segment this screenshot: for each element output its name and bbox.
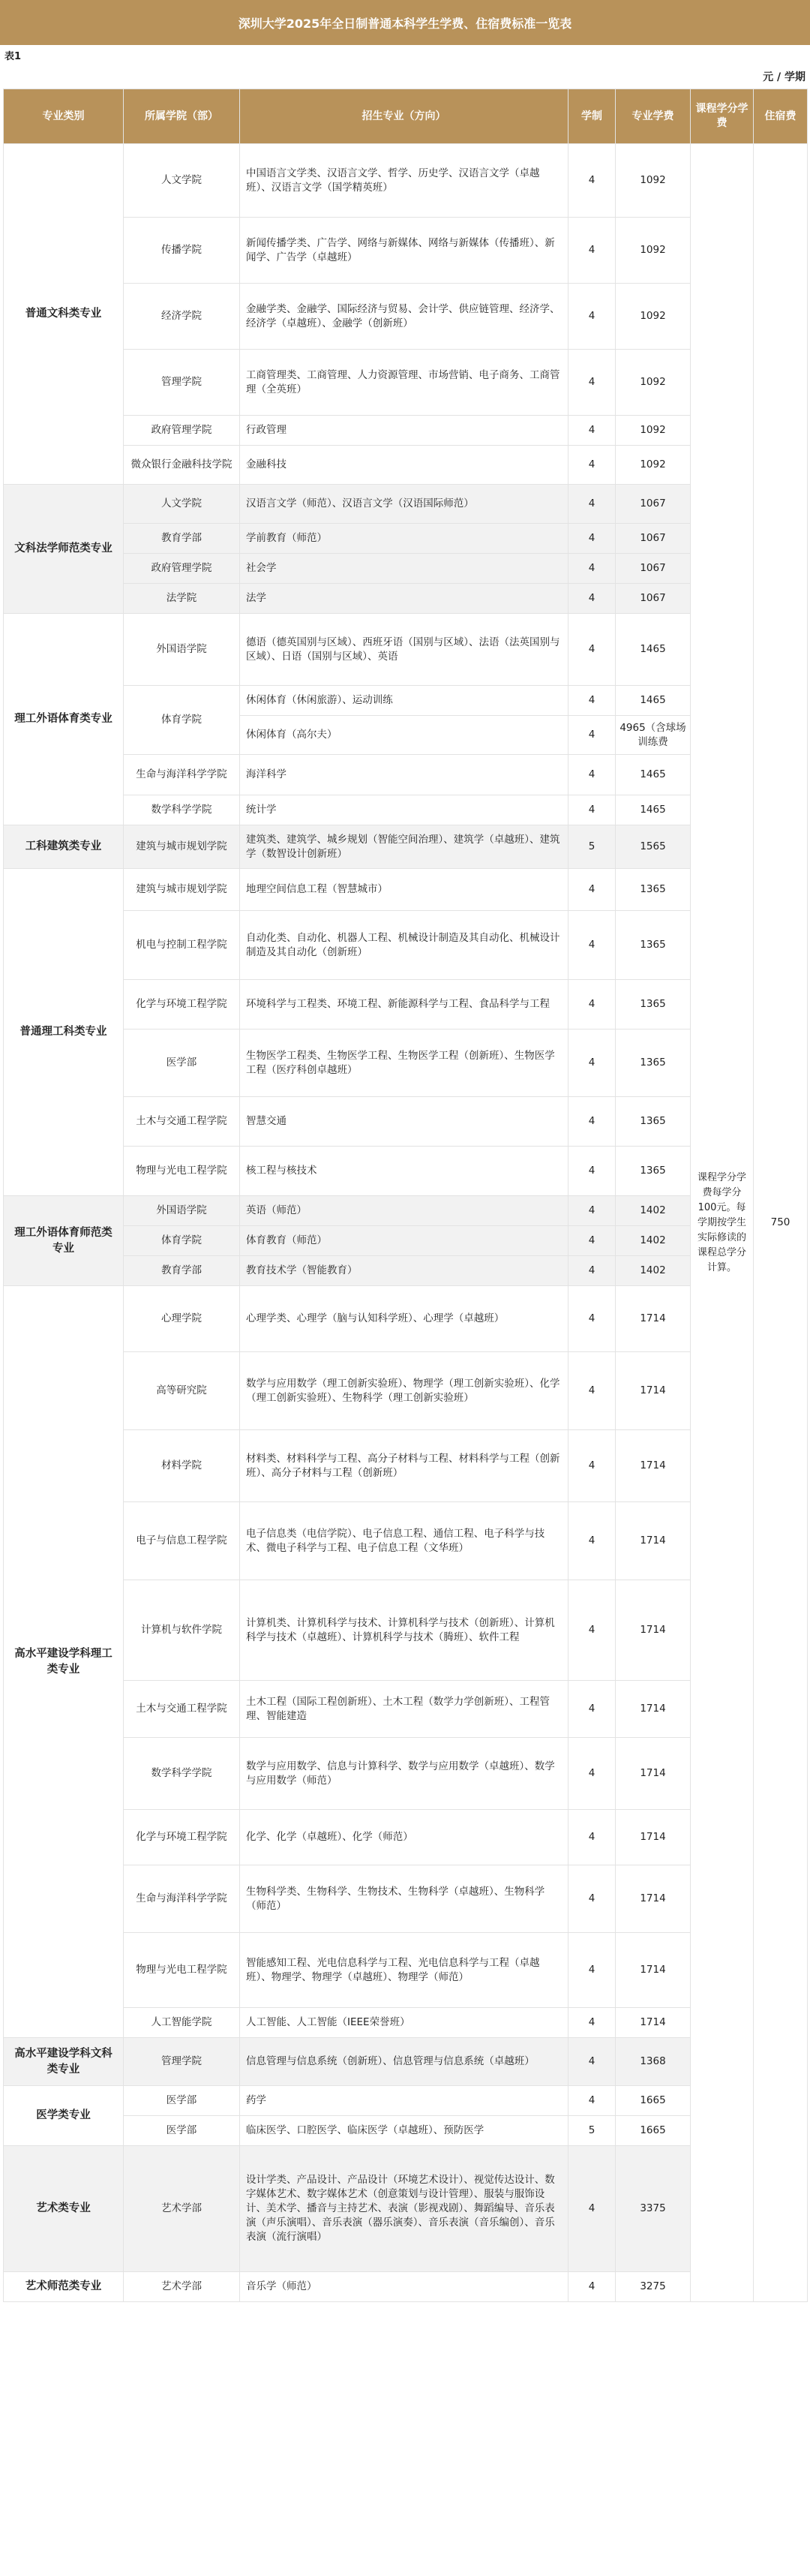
table-row	[4, 795, 808, 825]
major-cell: 信息管理与信息系统（创新班）、信息管理与信息系统（卓越班）	[240, 2038, 568, 2086]
major-cell: 体育教育（师范）	[240, 1226, 568, 1256]
fee-cell: 4965（含球场训练费	[616, 716, 691, 755]
table-row	[4, 1097, 808, 1147]
fee-cell: 1092	[616, 218, 691, 284]
college-cell: 化学与环境工程学院	[124, 980, 240, 1029]
college-cell: 计算机与软件学院	[124, 1580, 240, 1681]
fee-cell: 1365	[616, 869, 691, 911]
major-cell: 新闻传播学类、广告学、网络与新媒体、网络与新媒体（传播班）、新闻学、广告学（卓越班）	[240, 218, 568, 284]
fee-cell: 1365	[616, 980, 691, 1029]
fee-cell: 1067	[616, 485, 691, 524]
header-college: 所属学院（部）	[124, 89, 240, 144]
fee-cell: 3375	[616, 2146, 691, 2272]
major-cell: 统计学	[240, 795, 568, 825]
header-years: 学制	[568, 89, 616, 144]
years-cell: 4	[568, 755, 616, 795]
major-cell: 德语（德英国别与区域）、西班牙语（国别与区域）、法语（法英国别与区域）、日语（国别与区域）、英语	[240, 614, 568, 686]
fee-cell: 1092	[616, 284, 691, 350]
table-row	[4, 980, 808, 1029]
table-row	[4, 1196, 808, 1226]
category-cell: 文科法学师范类专业	[4, 485, 124, 614]
major-cell: 中国语言文学类、汉语言文学、哲学、历史学、汉语言文学（卓越班）、汉语言文学（国学精英班）	[240, 144, 568, 218]
years-cell: 4	[568, 980, 616, 1029]
fee-cell: 1665	[616, 2086, 691, 2116]
years-cell: 4	[568, 524, 616, 554]
header-category: 专业类别	[4, 89, 124, 144]
fee-cell: 1714	[616, 1865, 691, 1933]
major-cell: 环境科学与工程类、环境工程、新能源科学与工程、食品科学与工程	[240, 980, 568, 1029]
college-cell: 艺术学部	[124, 2272, 240, 2302]
table-row	[4, 1430, 808, 1502]
years-cell: 4	[568, 716, 616, 755]
college-cell: 生命与海洋科学学院	[124, 1865, 240, 1933]
college-cell: 艺术学部	[124, 2146, 240, 2272]
fee-cell: 1368	[616, 2038, 691, 2086]
college-cell: 政府管理学院	[124, 554, 240, 584]
years-cell: 4	[568, 144, 616, 218]
college-cell: 教育学部	[124, 524, 240, 554]
fee-cell: 1402	[616, 1226, 691, 1256]
fee-cell: 1067	[616, 554, 691, 584]
fee-table	[3, 89, 808, 2302]
category-cell: 普通理工科类专业	[4, 869, 124, 1196]
college-cell: 物理与光电工程学院	[124, 1147, 240, 1196]
years-cell: 4	[568, 554, 616, 584]
college-cell: 外国语学院	[124, 1196, 240, 1226]
table-row	[4, 416, 808, 446]
header-credit-fee: 课程学分学费	[691, 89, 754, 144]
college-cell: 微众银行金融科技学院	[124, 446, 240, 485]
years-cell: 4	[568, 416, 616, 446]
years-cell: 4	[568, 2272, 616, 2302]
college-cell: 传播学院	[124, 218, 240, 284]
table-row	[4, 2146, 808, 2272]
fee-cell: 1714	[616, 1430, 691, 1502]
table-row	[4, 284, 808, 350]
fee-cell: 1714	[616, 2008, 691, 2038]
header-accommodation: 住宿费	[754, 89, 808, 144]
years-cell: 4	[568, 1352, 616, 1430]
college-cell: 管理学院	[124, 2038, 240, 2086]
years-cell: 4	[568, 284, 616, 350]
major-cell: 休闲体育（高尔夫）	[240, 716, 568, 755]
major-cell: 土木工程（国际工程创新班）、土木工程（数学力学创新班）、工程管理、智能建造	[240, 1681, 568, 1738]
table-row	[4, 1865, 808, 1933]
category-cell: 普通文科类专业	[4, 144, 124, 485]
college-cell: 物理与光电工程学院	[124, 1933, 240, 2008]
major-cell: 临床医学、口腔医学、临床医学（卓越班）、预防医学	[240, 2116, 568, 2146]
major-cell: 核工程与核技术	[240, 1147, 568, 1196]
years-cell: 4	[568, 446, 616, 485]
accommodation-fee: 750	[754, 144, 808, 2302]
major-cell: 自动化类、自动化、机器人工程、机械设计制造及其自动化、机械设计制造及其自动化（创新班）	[240, 911, 568, 980]
table-row	[4, 1681, 808, 1738]
fee-cell: 1714	[616, 1933, 691, 2008]
major-cell: 材料类、材料科学与工程、高分子材料与工程、材料科学与工程（创新班）、高分子材料与工程（创新班）	[240, 1430, 568, 1502]
fee-cell: 1365	[616, 1029, 691, 1097]
years-cell: 4	[568, 1097, 616, 1147]
college-cell: 人文学院	[124, 485, 240, 524]
category-cell: 工科建筑类专业	[4, 825, 124, 869]
major-cell: 地理空间信息工程（智慧城市）	[240, 869, 568, 911]
college-cell: 法学院	[124, 584, 240, 614]
years-cell: 4	[568, 1681, 616, 1738]
major-cell: 建筑类、建筑学、城乡规划（智能空间治理）、建筑学（卓越班）、建筑学（数智设计创新班）	[240, 825, 568, 869]
table-row	[4, 1226, 808, 1256]
major-cell: 电子信息类（电信学院）、电子信息工程、通信工程、电子科学与技术、微电子科学与工程、电子信息工程（文华班）	[240, 1502, 568, 1580]
category-cell: 理工外语体育师范类专业	[4, 1196, 124, 1286]
major-cell: 生物科学类、生物科学、生物技术、生物科学（卓越班）、生物科学（师范）	[240, 1865, 568, 1933]
table-row	[4, 524, 808, 554]
table-row	[4, 1738, 808, 1810]
years-cell: 4	[568, 1738, 616, 1810]
fee-cell: 1714	[616, 1352, 691, 1430]
header-row	[4, 89, 808, 144]
header-fee: 专业学费	[616, 89, 691, 144]
major-cell: 金融学类、金融学、国际经济与贸易、会计学、供应链管理、经济学、经济学（卓越班）、金融学（创新班）	[240, 284, 568, 350]
fee-cell: 1092	[616, 416, 691, 446]
years-cell: 4	[568, 1286, 616, 1352]
category-cell: 医学类专业	[4, 2086, 124, 2146]
college-cell: 土木与交通工程学院	[124, 1681, 240, 1738]
table-row	[4, 2008, 808, 2038]
years-cell: 4	[568, 2146, 616, 2272]
years-cell: 4	[568, 218, 616, 284]
major-cell: 教育技术学（智能教育）	[240, 1256, 568, 1286]
college-cell: 教育学部	[124, 1256, 240, 1286]
category-cell: 理工外语体育类专业	[4, 614, 124, 825]
major-cell: 法学	[240, 584, 568, 614]
years-cell: 4	[568, 1810, 616, 1865]
years-cell: 4	[568, 350, 616, 416]
college-cell: 政府管理学院	[124, 416, 240, 446]
college-cell: 人文学院	[124, 144, 240, 218]
major-cell: 计算机类、计算机科学与技术、计算机科学与技术（创新班）、计算机科学与技术（卓越班）、计算机科学与技术（腾班）、软件工程	[240, 1580, 568, 1681]
major-cell: 数学与应用数学（理工创新实验班）、物理学（理工创新实验班）、化学（理工创新实验班）、生物科学（理工创新实验班）	[240, 1352, 568, 1430]
years-cell: 4	[568, 584, 616, 614]
major-cell: 化学、化学（卓越班）、化学（师范）	[240, 1810, 568, 1865]
major-cell: 行政管理	[240, 416, 568, 446]
college-cell: 经济学院	[124, 284, 240, 350]
major-cell: 设计学类、产品设计、产品设计（环境艺术设计）、视觉传达设计、数字媒体艺术、数字媒体艺术（创意策划与设计管理）、服装与服饰设计、美术学、播音与主持艺术、表演（影视戏剧）、舞蹈编导、音乐表演（声乐演唱）、音乐表演（器乐演奏）、音乐表演（音乐编创）、音乐表演（流行演唱）	[240, 2146, 568, 2272]
college-cell: 体育学院	[124, 1226, 240, 1256]
major-cell: 金融科技	[240, 446, 568, 485]
header-major: 招生专业（方向）	[240, 89, 568, 144]
fee-cell: 1067	[616, 584, 691, 614]
fee-cell: 1665	[616, 2116, 691, 2146]
years-cell: 4	[568, 686, 616, 716]
years-cell: 4	[568, 1865, 616, 1933]
fee-cell: 1092	[616, 144, 691, 218]
table-row	[4, 144, 808, 218]
college-cell: 医学部	[124, 1029, 240, 1097]
fee-cell: 1714	[616, 1286, 691, 1352]
fee-cell: 1402	[616, 1196, 691, 1226]
college-cell: 材料学院	[124, 1430, 240, 1502]
category-cell: 艺术类专业	[4, 2146, 124, 2272]
college-cell: 高等研究院	[124, 1352, 240, 1430]
table-row	[4, 825, 808, 869]
years-cell: 4	[568, 1580, 616, 1681]
major-cell: 智能感知工程、光电信息科学与工程、光电信息科学与工程（卓越班）、物理学、物理学（卓越班）、物理学（师范）	[240, 1933, 568, 2008]
college-cell: 数学科学学院	[124, 795, 240, 825]
credit-fee-note: 课程学分学费每学分100元。每学期按学生实际修读的课程总学分计算。	[691, 144, 754, 2302]
table-row	[4, 1810, 808, 1865]
years-cell: 4	[568, 2008, 616, 2038]
table-row	[4, 2116, 808, 2146]
unit-label: 元 / 学期	[763, 71, 806, 83]
college-cell: 体育学院	[124, 686, 240, 755]
category-cell: 艺术师范类专业	[4, 2272, 124, 2302]
major-cell: 数学与应用数学、信息与计算科学、数学与应用数学（卓越班）、数学与应用数学（师范）	[240, 1738, 568, 1810]
college-cell: 电子与信息工程学院	[124, 1502, 240, 1580]
table-row	[4, 1352, 808, 1430]
fee-cell: 3275	[616, 2272, 691, 2302]
college-cell: 建筑与城市规划学院	[124, 869, 240, 911]
years-cell: 5	[568, 2116, 616, 2146]
years-cell: 4	[568, 2086, 616, 2116]
major-cell: 英语（师范）	[240, 1196, 568, 1226]
college-cell: 生命与海洋科学学院	[124, 755, 240, 795]
table-row	[4, 1256, 808, 1286]
table-row	[4, 755, 808, 795]
table-row	[4, 1502, 808, 1580]
fee-cell: 1714	[616, 1580, 691, 1681]
fee-cell: 1714	[616, 1681, 691, 1738]
table-row	[4, 614, 808, 686]
table-row	[4, 1933, 808, 2008]
fee-cell: 1402	[616, 1256, 691, 1286]
years-cell: 4	[568, 795, 616, 825]
years-cell: 4	[568, 614, 616, 686]
fee-cell: 1092	[616, 350, 691, 416]
fee-cell: 1365	[616, 1147, 691, 1196]
years-cell: 4	[568, 1933, 616, 2008]
fee-cell: 1465	[616, 795, 691, 825]
college-cell: 建筑与城市规划学院	[124, 825, 240, 869]
college-cell: 化学与环境工程学院	[124, 1810, 240, 1865]
years-cell: 4	[568, 869, 616, 911]
fee-cell: 1714	[616, 1810, 691, 1865]
college-cell: 土木与交通工程学院	[124, 1097, 240, 1147]
table-row	[4, 1029, 808, 1097]
years-cell: 4	[568, 1430, 616, 1502]
table-row	[4, 446, 808, 485]
college-cell: 机电与控制工程学院	[124, 911, 240, 980]
years-cell: 4	[568, 1147, 616, 1196]
category-cell: 高水平建设学科文科类专业	[4, 2038, 124, 2086]
college-cell: 医学部	[124, 2116, 240, 2146]
fee-cell: 1714	[616, 1502, 691, 1580]
table-row	[4, 2272, 808, 2302]
table-row	[4, 485, 808, 524]
years-cell: 4	[568, 2038, 616, 2086]
college-cell: 外国语学院	[124, 614, 240, 686]
table-row	[4, 584, 808, 614]
fee-cell: 1465	[616, 686, 691, 716]
table-label: 表1	[4, 51, 22, 62]
table-row	[4, 554, 808, 584]
table-row	[4, 869, 808, 911]
years-cell: 4	[568, 1256, 616, 1286]
college-cell: 医学部	[124, 2086, 240, 2116]
table-row	[4, 911, 808, 980]
major-cell: 音乐学（师范）	[240, 2272, 568, 2302]
college-cell: 数学科学学院	[124, 1738, 240, 1810]
fee-cell: 1092	[616, 446, 691, 485]
years-cell: 4	[568, 485, 616, 524]
college-cell: 人工智能学院	[124, 2008, 240, 2038]
fee-cell: 1067	[616, 524, 691, 554]
years-cell: 4	[568, 911, 616, 980]
college-cell: 管理学院	[124, 350, 240, 416]
fee-cell: 1714	[616, 1738, 691, 1810]
fee-cell: 1565	[616, 825, 691, 869]
category-cell: 高水平建设学科理工类专业	[4, 1286, 124, 2038]
major-cell: 休闲体育（休闲旅游）、运动训练	[240, 686, 568, 716]
fee-cell: 1365	[616, 1097, 691, 1147]
major-cell: 心理学类、心理学（脑与认知科学班）、心理学（卓越班）	[240, 1286, 568, 1352]
years-cell: 4	[568, 1029, 616, 1097]
major-cell: 药学	[240, 2086, 568, 2116]
table-row	[4, 2038, 808, 2086]
table-row	[4, 350, 808, 416]
table-row	[4, 1286, 808, 1352]
years-cell: 4	[568, 1196, 616, 1226]
major-cell: 生物医学工程类、生物医学工程、生物医学工程（创新班）、生物医学工程（医疗科创卓越班）	[240, 1029, 568, 1097]
major-cell: 学前教育（师范）	[240, 524, 568, 554]
major-cell: 社会学	[240, 554, 568, 584]
table-row	[4, 1147, 808, 1196]
fee-cell: 1365	[616, 911, 691, 980]
table-row	[4, 218, 808, 284]
years-cell: 5	[568, 825, 616, 869]
years-cell: 4	[568, 1502, 616, 1580]
page-title: 深圳大学2025年全日制普通本科学生学费、住宿费标准一览表	[0, 0, 810, 45]
fee-cell: 1465	[616, 755, 691, 795]
fee-cell: 1465	[616, 614, 691, 686]
major-cell: 工商管理类、工商管理、人力资源管理、市场营销、电子商务、工商管理（全英班）	[240, 350, 568, 416]
major-cell: 汉语言文学（师范）、汉语言文学（汉语国际师范）	[240, 485, 568, 524]
table-body	[4, 144, 808, 2302]
table-row	[4, 1580, 808, 1681]
major-cell: 人工智能、人工智能（IEEE荣誉班）	[240, 2008, 568, 2038]
years-cell: 4	[568, 1226, 616, 1256]
major-cell: 智慧交通	[240, 1097, 568, 1147]
college-cell: 心理学院	[124, 1286, 240, 1352]
table-row	[4, 2086, 808, 2116]
major-cell: 海洋科学	[240, 755, 568, 795]
table-row	[4, 686, 808, 716]
